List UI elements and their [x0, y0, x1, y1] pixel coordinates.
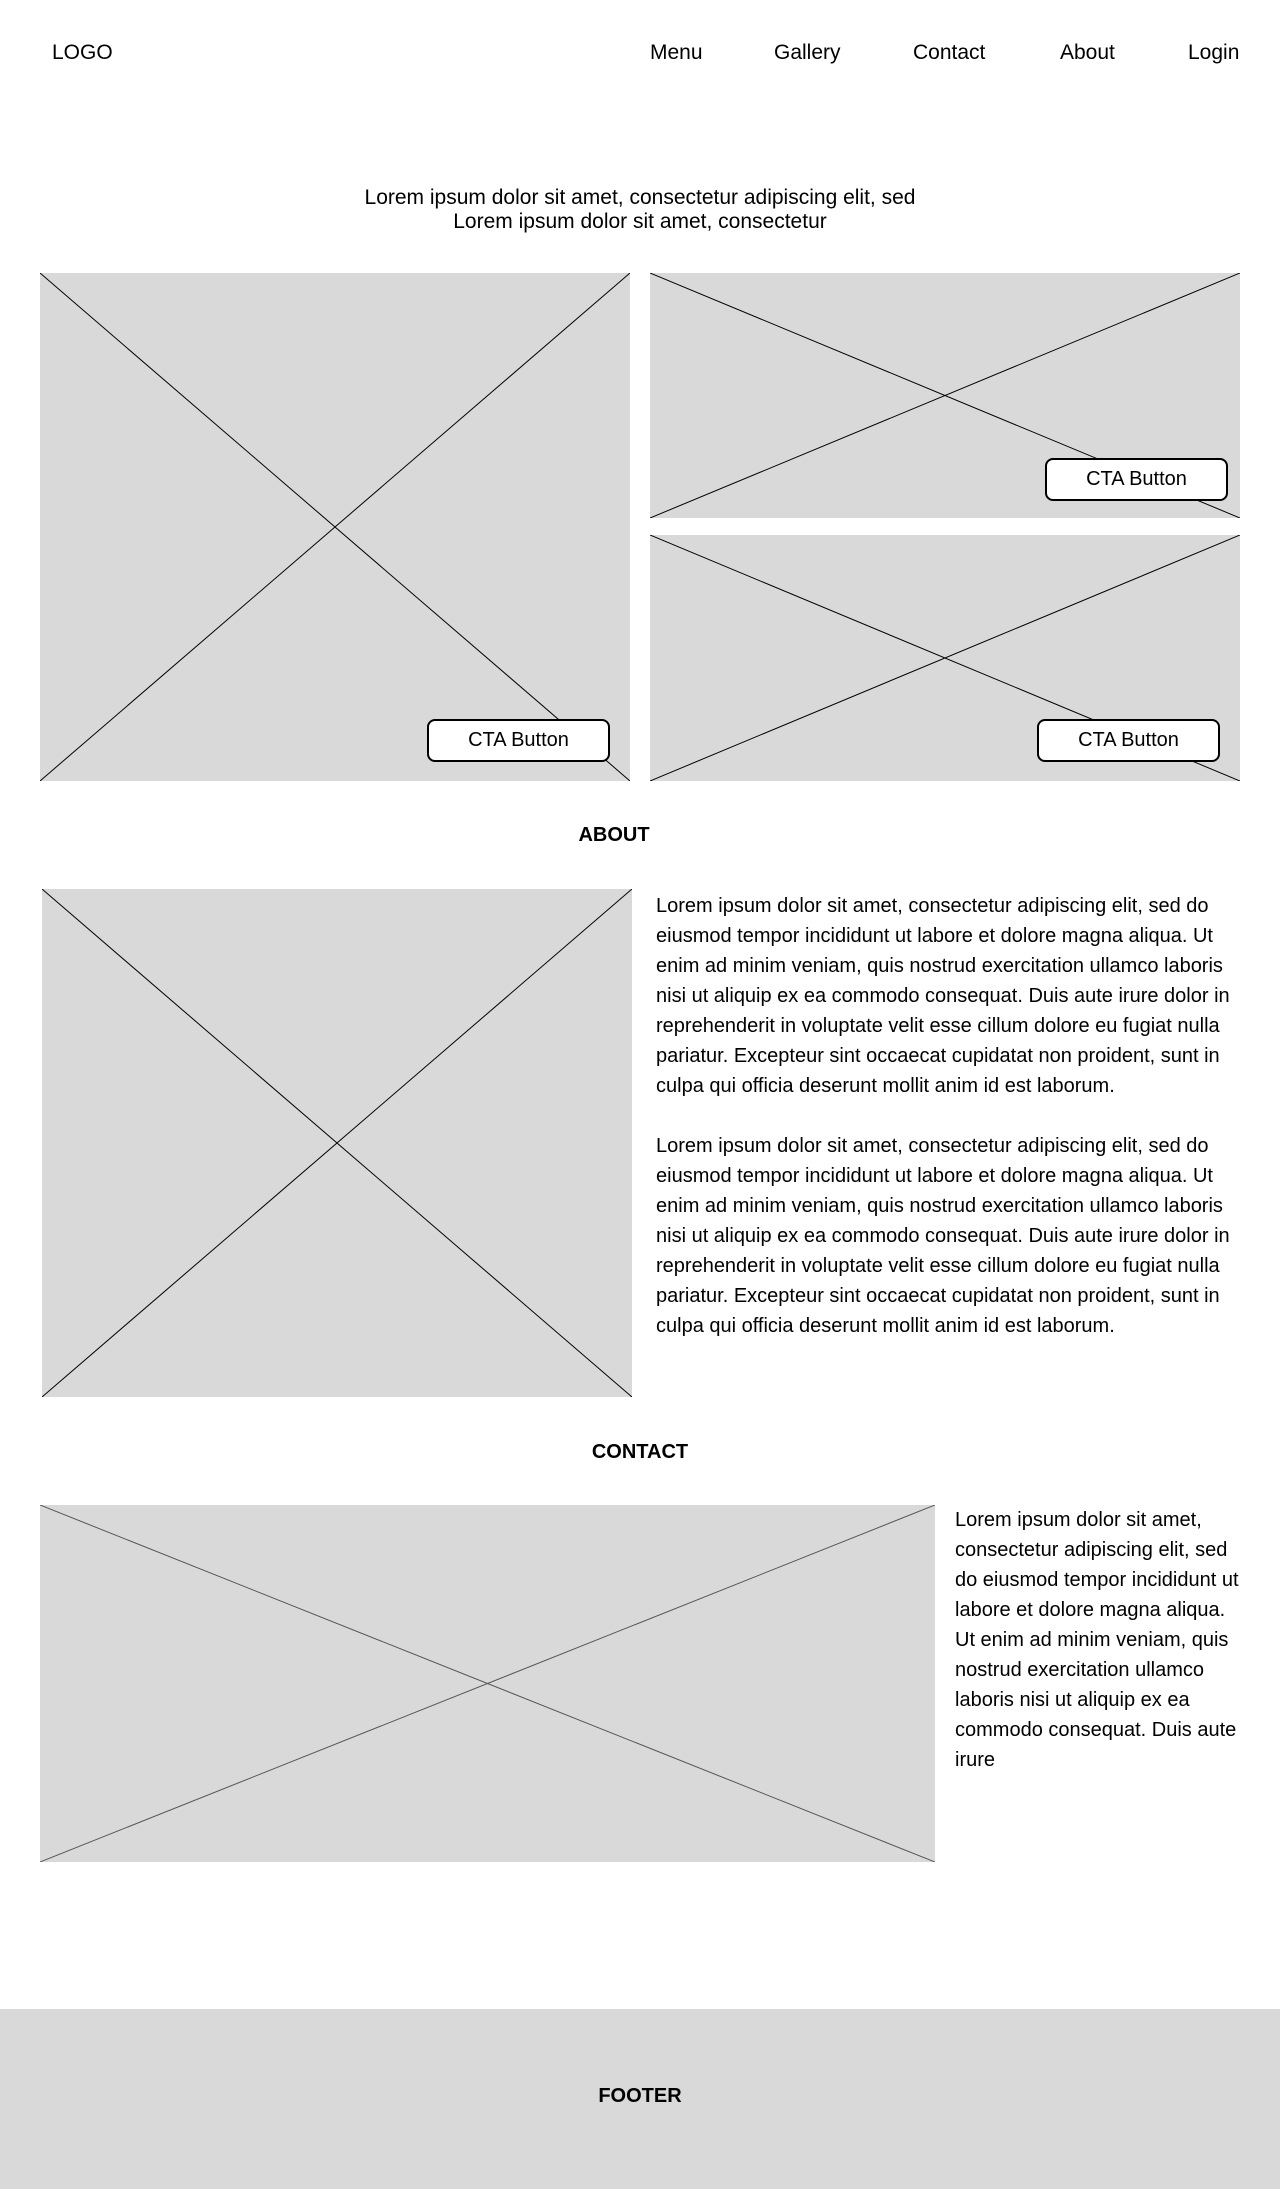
about-image — [42, 889, 632, 1397]
cta-button-hero-bottom-right[interactable]: CTA Button — [1037, 719, 1220, 762]
contact-text: Lorem ipsum dolor sit amet, consectetur adipiscing elit, sed do eiusmod tempor incididunt ut labore et dolore magna aliqua. Ut enim ad minim veniam, quis nostrud exercitation ullamco laboris nisi ut aliquip ex ea commodo consequat. Duis aute irure — [955, 1509, 1239, 1771]
about-section-title: ABOUT — [578, 824, 650, 846]
hero-intro — [0, 186, 1280, 234]
contact-section-title: CONTACT — [591, 1441, 689, 1463]
nav-item-about[interactable]: About — [1060, 41, 1115, 64]
cta-button-hero-main[interactable]: CTA Button — [427, 719, 610, 762]
footer — [0, 2009, 1280, 2189]
image-placeholder-icon — [40, 1505, 935, 1862]
hero-intro-line-2: Lorem ipsum dolor sit amet, consectetur — [453, 210, 827, 233]
about-text — [656, 891, 1246, 1341]
nav-item-menu[interactable]: Menu — [650, 41, 703, 64]
cta-button-hero-top-right[interactable]: CTA Button — [1045, 458, 1228, 501]
hero-main-image — [40, 273, 630, 781]
contact-text-block — [955, 1505, 1245, 1775]
nav-item-gallery[interactable]: Gallery — [774, 41, 841, 64]
about-paragraph-2: Lorem ipsum dolor sit amet, consectetur adipiscing elit, sed do eiusmod tempor incididunt ut labore et dolore magna aliqua. Ut enim ad minim veniam, quis nostrud exercitation ullamco laboris nisi ut aliquip ex ea commodo consequat. Duis aute irure dolor in reprehenderit in voluptate velit esse cillum dolore eu fugiat nulla pariatur. Excepteur sint occaecat cupidatat non proident, sunt in culpa qui officia deserunt mollit anim id est laborum. — [656, 1135, 1230, 1337]
about-paragraph-1: Lorem ipsum dolor sit amet, consectetur adipiscing elit, sed do eiusmod tempor incididunt ut labore et dolore magna aliqua. Ut enim ad minim veniam, quis nostrud exercitation ullamco laboris nisi ut aliquip ex ea commodo consequat. Duis aute irure dolor in reprehenderit in voluptate velit esse cillum dolore eu fugiat nulla pariatur. Excepteur sint occaecat cupidatat non proident, sunt in culpa qui officia deserunt mollit anim id est laborum. — [656, 895, 1230, 1097]
logo[interactable]: LOGO — [52, 41, 113, 64]
footer-label: FOOTER — [598, 2085, 682, 2107]
image-placeholder-icon — [42, 889, 632, 1397]
contact-image — [40, 1505, 935, 1862]
nav-item-login[interactable]: Login — [1188, 41, 1240, 64]
image-placeholder-icon — [40, 273, 630, 781]
nav-item-contact[interactable]: Contact — [913, 41, 986, 64]
hero-intro-line-1: Lorem ipsum dolor sit amet, consectetur adipiscing elit, sed — [364, 186, 916, 209]
